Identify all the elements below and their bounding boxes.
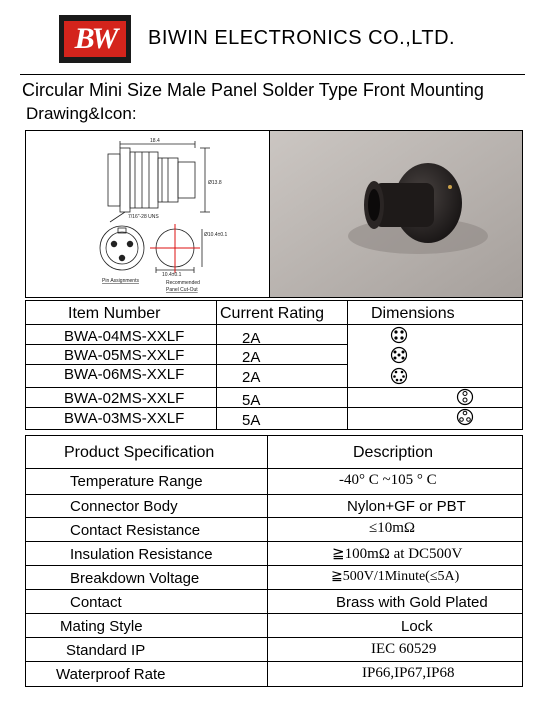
pin-4-icon bbox=[390, 326, 408, 344]
col-current-rating: Current Rating bbox=[220, 305, 325, 322]
rating-cell: 2A bbox=[242, 330, 261, 347]
spec-label: Contact bbox=[70, 594, 122, 611]
col-product-spec: Product Specification bbox=[64, 444, 215, 461]
spec-value: Nylon+GF or PBT bbox=[347, 498, 466, 515]
rating-cell: 2A bbox=[242, 369, 261, 386]
spec-label: Waterproof Rate bbox=[56, 666, 166, 683]
spec-label: Connector Body bbox=[70, 498, 178, 515]
col-item-number: Item Number bbox=[68, 305, 161, 322]
spec-value: IEC 60529 bbox=[371, 641, 437, 657]
dim-top-label: 18.4 bbox=[150, 138, 160, 144]
company-logo bbox=[59, 15, 131, 63]
thread-label: 7/16"-28 UNS bbox=[128, 214, 159, 220]
dim-side-label: Ø13.8 bbox=[208, 180, 222, 186]
spec-label: Temperature Range bbox=[70, 473, 203, 490]
pin-6-icon bbox=[390, 367, 408, 385]
pin-5-icon bbox=[390, 346, 408, 364]
product-photo bbox=[270, 131, 522, 297]
spec-label: Breakdown Voltage bbox=[70, 570, 200, 587]
pin-3-icon bbox=[456, 408, 474, 426]
spec-value: Brass with Gold Plated bbox=[336, 594, 488, 611]
table-row: BWA-05MS-XXLF bbox=[64, 347, 185, 364]
rating-cell: 5A bbox=[242, 412, 261, 429]
cutout-label-2: Panel Cut-Out bbox=[166, 287, 198, 293]
drawing-label: Drawing&Icon: bbox=[26, 104, 137, 123]
company-name: BIWIN ELECTRONICS CO.,LTD. bbox=[148, 27, 456, 49]
logo-text: BW bbox=[64, 21, 126, 57]
pin-assignments-label: Pin Assignments bbox=[102, 278, 139, 284]
header-divider bbox=[20, 74, 525, 75]
col-description: Description bbox=[353, 444, 434, 461]
table-row: BWA-04MS-XXLF bbox=[64, 328, 185, 345]
spec-value: IP66,IP67,IP68 bbox=[362, 665, 455, 681]
page-title: Circular Mini Size Male Panel Solder Type Front Mounting bbox=[22, 80, 484, 100]
rating-cell: 5A bbox=[242, 392, 261, 409]
spec-value: -40° C ~105 ° C bbox=[339, 472, 437, 488]
spec-label: Standard IP bbox=[66, 642, 146, 659]
dim-bottom-label: 10.4±0.1 bbox=[162, 272, 182, 278]
spec-label: Mating Style bbox=[60, 618, 143, 635]
col-dimensions: Dimensions bbox=[371, 305, 455, 322]
cutout-label-1: Recommended bbox=[166, 280, 200, 286]
spec-label: Insulation Resistance bbox=[70, 546, 213, 563]
dim-right-label: Ø10.4±0.1 bbox=[204, 232, 228, 238]
rating-cell: 2A bbox=[242, 349, 261, 366]
spec-value: ≧100mΩ at DC500V bbox=[332, 546, 463, 562]
technical-drawing bbox=[80, 136, 275, 296]
table-row: BWA-03MS-XXLF bbox=[64, 410, 185, 427]
table-row: BWA-02MS-XXLF bbox=[64, 390, 185, 407]
spec-table bbox=[25, 435, 523, 687]
table-row: BWA-06MS-XXLF bbox=[64, 366, 185, 383]
spec-value: Lock bbox=[401, 618, 433, 635]
item-table bbox=[25, 300, 523, 430]
spec-value: ≧500V/1Minute(≤5A) bbox=[331, 569, 460, 584]
pin-2-icon bbox=[456, 388, 474, 406]
spec-value: ≤10mΩ bbox=[369, 520, 416, 536]
spec-label: Contact Resistance bbox=[70, 522, 201, 539]
